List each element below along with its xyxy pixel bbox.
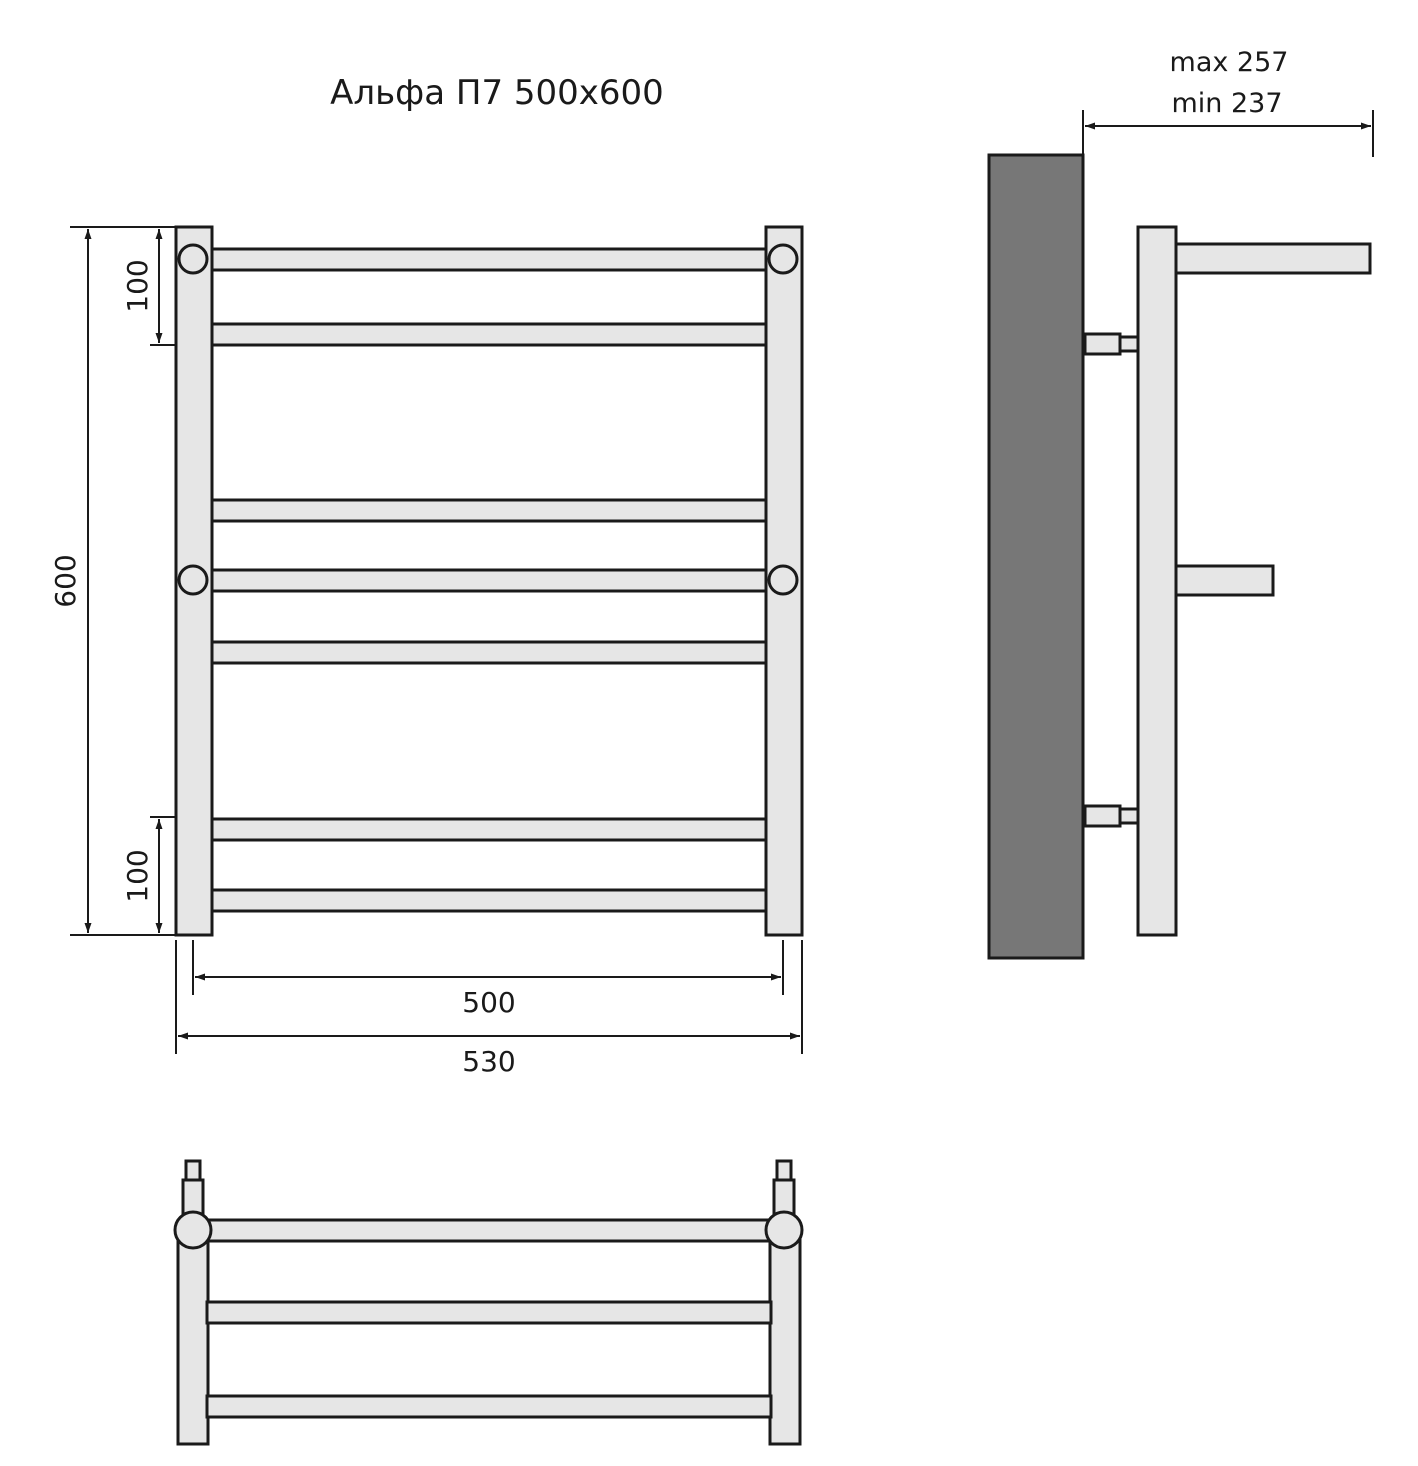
- shelf-top: [1176, 244, 1370, 273]
- shelf-middle: [1176, 566, 1273, 595]
- top-knob-right: [766, 1212, 802, 1248]
- bracket-lower-nut: [1120, 809, 1138, 823]
- depth-max-label: max 257: [1169, 47, 1289, 78]
- stub-right: [774, 1180, 794, 1214]
- height-dimension: [49, 227, 176, 935]
- front-view: [176, 227, 802, 935]
- bracket-upper: [1085, 334, 1120, 354]
- bracket-lower: [1085, 806, 1120, 826]
- top-rail-2: [207, 1302, 771, 1323]
- top-rail-3: [207, 1396, 771, 1417]
- stub-left: [183, 1180, 203, 1214]
- stub-left-tip: [186, 1161, 200, 1180]
- drawing-title: Альфа П7 500х600: [330, 73, 664, 113]
- height-label: 600: [49, 554, 82, 608]
- connection-middle-left: [179, 566, 207, 594]
- connection-top-left: [179, 245, 207, 273]
- top-knob-left: [175, 1212, 211, 1248]
- rail-5: [210, 642, 767, 663]
- top-rail-1: [207, 1220, 771, 1241]
- bottom-spacing-dimension: [121, 817, 176, 933]
- connection-middle-right: [769, 566, 797, 594]
- rail-4: [203, 570, 775, 591]
- side-view: [989, 155, 1370, 958]
- top-view: [175, 1161, 802, 1444]
- rail-1: [210, 249, 767, 270]
- top-spacing-dimension: [121, 229, 176, 345]
- top-left-post: [178, 1232, 208, 1444]
- rail-6: [210, 819, 767, 840]
- top-right-post: [770, 1232, 800, 1444]
- connection-top-right: [769, 245, 797, 273]
- wall: [989, 155, 1083, 958]
- overall-width-label: 530: [462, 1045, 516, 1078]
- rail-7: [210, 890, 767, 911]
- top-spacing-label: 100: [121, 259, 154, 313]
- bracket-upper-nut: [1120, 337, 1138, 351]
- depth-dimension: [1083, 47, 1373, 157]
- stub-right-tip: [777, 1161, 791, 1180]
- bottom-spacing-label: 100: [121, 849, 154, 903]
- connection-width-dimension: [193, 940, 783, 1019]
- rail-2: [210, 324, 767, 345]
- rail-3: [210, 500, 767, 521]
- connection-width-label: 500: [462, 986, 516, 1019]
- depth-min-label: min 237: [1171, 88, 1283, 119]
- side-post: [1138, 227, 1176, 935]
